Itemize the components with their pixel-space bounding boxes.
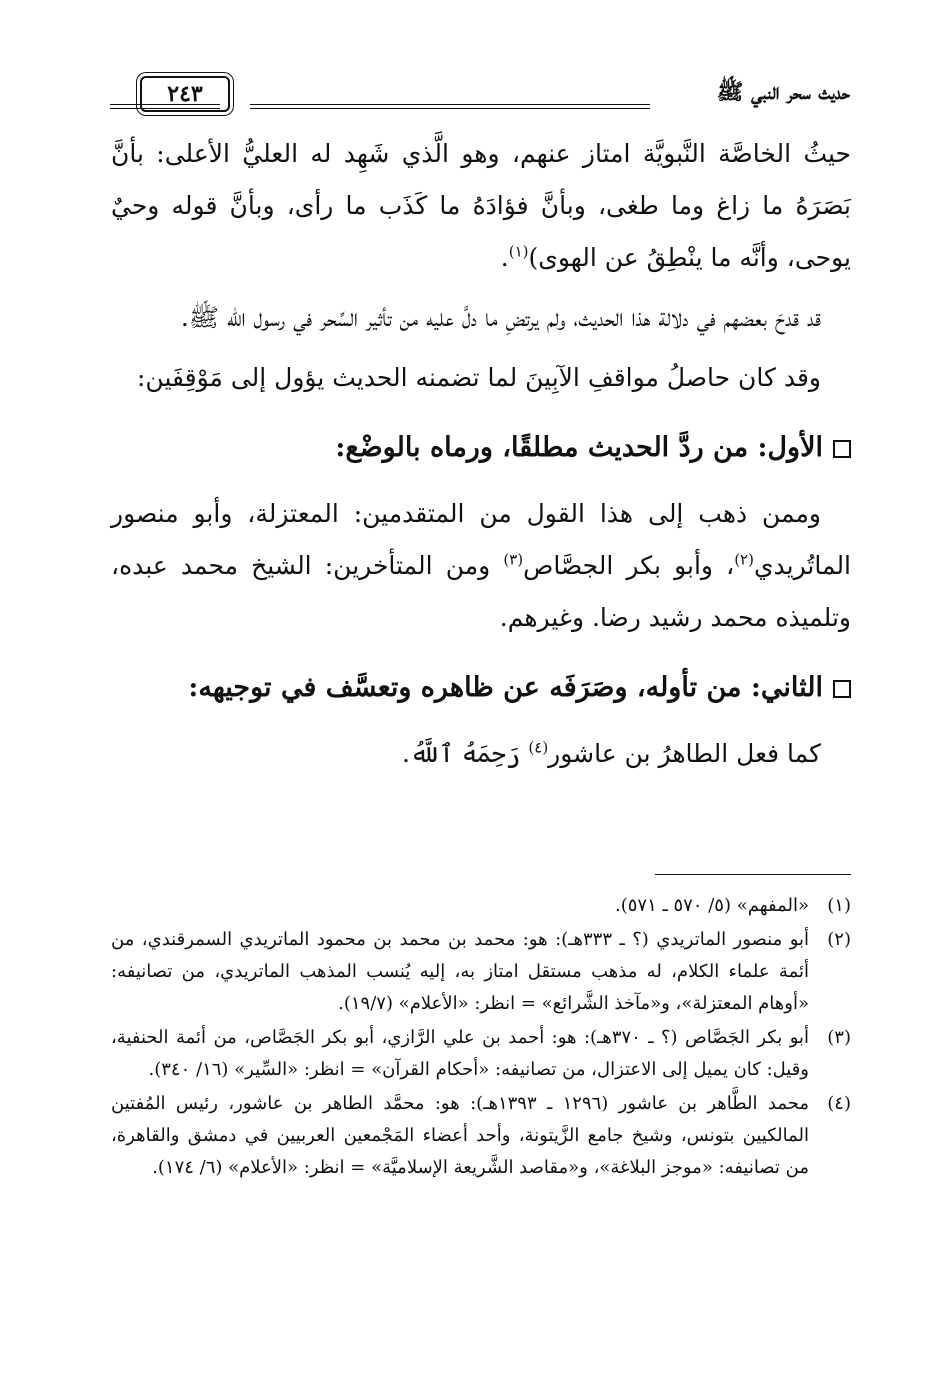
paragraph-5-text-b: رَحِمَهُ ٱللَّهُ. bbox=[402, 739, 529, 768]
footnote-number: (١) bbox=[827, 895, 851, 916]
page-header bbox=[110, 70, 850, 120]
footnote-text: «المفهم» (٥/ ٥٧٠ ـ ٥٧١). bbox=[614, 895, 809, 916]
section-heading-1-text: الأول: من ردَّ الحديث مطلقًا، ورماه بالوضْع: bbox=[335, 432, 823, 463]
footnotes bbox=[111, 890, 851, 1186]
footnote-ref-4[interactable]: (٤) bbox=[528, 738, 549, 757]
footnote-separator bbox=[655, 874, 851, 875]
footnote-ref-2[interactable]: (٢) bbox=[734, 550, 754, 569]
footnote-item bbox=[111, 1088, 851, 1184]
footnote-text: أبو منصور الماتريدي (؟ ـ ٣٣٣هـ): هو: محمد بن محمد بن محمود الماتريدي السمرقندي، من أئمة علماء الكلام، له مذهب مستقل امتاز به، إليه يُنسب المذهب الماتريدي، من تصانيفه: «أوهام المعتزلة»، و«مآخذ الشَّرائع» = انظر: «الأعلام» (١٩/٧). bbox=[111, 929, 810, 1014]
footnote-item bbox=[111, 924, 851, 1020]
paragraph-1-end: . bbox=[500, 243, 509, 272]
main-text bbox=[111, 128, 851, 788]
paragraph-1-text: حيثُ الخاصَّة النَّبويَّة امتاز عنهم، وهو الَّذي شَهِد له العليُّ الأعلى: بأنَّ بَصَرَهُ ما زاغ وما طغى، وبأنَّ فؤادَهُ ما كَذَب ما رأى، وبأنَّ قوله وحيٌ يوحى، وأنَّه ما ينْطِقُ عن الهوى) bbox=[111, 139, 851, 272]
footnote-ref-3[interactable]: (٣) bbox=[503, 550, 524, 569]
paragraph-1 bbox=[111, 128, 851, 284]
section-heading-1 bbox=[111, 422, 851, 474]
footnote-item bbox=[111, 1022, 851, 1086]
paragraph-5-text-a: كما فعل الطاهرُ بن عاشور bbox=[548, 739, 821, 768]
paragraph-4-text-a: وممن ذهب إلى هذا القول من المتقدمين: المعتزلة، وأبو منصور الماتُريدي bbox=[111, 499, 852, 580]
running-title: حديث سحر النبي ﷺ bbox=[716, 79, 850, 105]
paragraph-5 bbox=[111, 728, 851, 780]
header-rule-left bbox=[110, 104, 220, 109]
footnote-ref-1[interactable]: (١) bbox=[508, 242, 529, 261]
paragraph-3: وقد كان حاصلُ مواقفِ الآبِينَ لما تضمنه الحديث يؤول إلى مَوْقِفَين: bbox=[136, 363, 821, 392]
footnote-text: أبو بكر الجَصَّاص (؟ ـ ٣٧٠هـ): هو: أحمد بن علي الرَّازي، أبو بكر الجَصَّاص، من أئمة الحنفية، وقيل: كان يميل إلى الاعتزال، من تصانيفه: «أحكام القرآن» = انظر: «السِّير» (١٦/ ٣٤٠). bbox=[111, 1027, 810, 1080]
header-rule-right bbox=[250, 104, 650, 109]
square-bullet-icon bbox=[833, 680, 851, 698]
footnote-number: (٣) bbox=[827, 1027, 851, 1048]
paragraph-4-text-b: ، وأبو بكر الجصَّاص bbox=[523, 551, 735, 580]
footnote-number: (٤) bbox=[827, 1093, 851, 1114]
footnote-item bbox=[111, 890, 851, 922]
paragraph-4 bbox=[111, 488, 851, 644]
paragraph-4-text-c: ومن المتأخرين: الشيخ محمد عبده، وتلميذه محمد رشيد رضا. وغيرهم. bbox=[111, 551, 851, 632]
paragraph-2: قد قدحَ بعضهم في دلالة هذا الحديث، ولم يرتضِ ما دلَّ عليه من تأثير السِّحر في رسول الله ﷺ. bbox=[180, 303, 821, 332]
section-heading-2 bbox=[111, 662, 851, 714]
page-number: ٢٤٣ bbox=[167, 81, 203, 107]
section-heading-2-text: الثاني: من تأوله، وصَرَفَه عن ظاهره وتعسَّف في توجيهه: bbox=[188, 672, 823, 703]
square-bullet-icon bbox=[833, 440, 851, 458]
footnote-number: (٢) bbox=[827, 929, 851, 950]
footnote-text: محمد الطَّاهر بن عاشور (١٢٩٦ ـ ١٣٩٣هـ): هو: محمَّد الطاهر بن عاشور، رئيس المُفتين المالكيين بتونس، وشيخ جامع الزَّيتونة، وأحد أعضاء المَجْمعين العربيين في دمشق والقاهرة، من تصانيفه: «موجز البلاغة»، و«مقاصد الشَّريعة الإسلاميَّة» = انظر: «الأعلام» (٦/ ١٧٤). bbox=[111, 1093, 809, 1178]
